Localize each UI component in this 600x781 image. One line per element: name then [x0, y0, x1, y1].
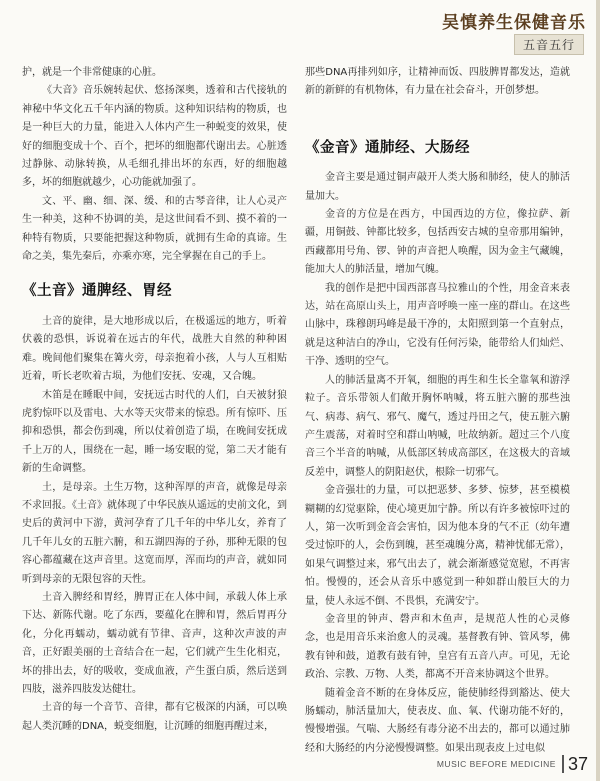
paragraph: 土，是母亲。土生万物，这种浑厚的声音，就像是母亲不求回报。《土音》就体现了中华民族从遥远的史前文化，到史后的黄河中下游，黄河孕育了几千年的中华儿女，养育了几千年儿女的五脏六腑，和五湖四海的子孙，那种无限的包容心都蕴藏在这声音里。这宽而厚，浑而均的声音，就如同听到母亲的无限包容的天性。 — [22, 481, 287, 585]
page-header — [0, 0, 600, 58]
paragraph: 《大音》音乐婉转起伏、悠扬深奥，透着和古代接轨的神秘中华文化五千年内涵的物质。这种知识结构的物质，也是一种巨大的力量，能进入人体内产生一种蜕变的效果，使好的细胞变成十个、百个，把坏的细胞都代谢出去。心脏透过静脉、动脉转换，从毛细孔排出坏的东西，好的细胞越多，坏的细胞就越少，心功能就加强了。 — [22, 85, 287, 189]
footer-text: MUSIC BEFORE MEDICINE — [436, 759, 556, 769]
section-label: 五音五行 — [514, 34, 584, 55]
paragraph: 土音入脾经和胃经，脾胃正在人体中间，承载人体上承下达、新陈代谢。吃了东西，要蕴化在脾和胃，然后胃再分化，分化再蠕动，蠕动就有节律、音声，这种次声波的声音，正好跟美丽的土音结合在一起，它们就产生生化相克，坏的排出去，好的吸收，变成血液，产生蛋白质，然后送到四肢，滋养四肢发达健壮。 — [22, 591, 287, 695]
paragraph: 金音里的钟声、磬声和木鱼声，是规范人性的心灵修念，也是用音乐来治愈人的灵魂。基督教有钟、管风琴，佛教有钟和鼓，道教有鼓有钟，皇宫有五音八声。可见，无论政治、宗教、万物、人类，都离不开音来协调这个世界。 — [305, 613, 570, 681]
page-edge — [596, 0, 600, 781]
right-column — [305, 64, 570, 758]
page-footer — [437, 755, 588, 773]
paragraph: 那些DNA再排列如序，让精神而饭、四肢脾胃都发达，造就新的新鲜的有机物体，有力量在社会奋斗，开创梦想。 — [305, 67, 570, 97]
paragraph: 文、平、幽、细、深、缓、和的古琴音律，让人心灵产生一种美，这种不协调的美，是这世间看不到、摸不着的一种特有物质，只要能把握这种物质，就拥有生命的真谛。生命之美，集先秦后，亦乘亦寒，完全掌握在自己的手上。 — [22, 195, 287, 263]
paragraph: 土音的旋律，是大地形成以后，在极遥远的地方，听着伏羲的恐惧，诉说着在远古的年代，战胜大自然的种种困难。晚间他们聚集在篝火旁，母亲抱着小孩，人与人互相贴近着，听长老吹着古埙，为他们安抚、安魂，又合魄。 — [22, 315, 287, 383]
paragraph: 金音强壮的力量，可以把恶梦、多梦、惊梦，甚至模模糊糊的幻觉驱除，使心境更加宁静。所以有许多被惊吓过的人，第一次听到金音会害怕，因为他本身的气不正（幼年遭受过惊吓的人，会伤到魄，甚至魂魄分离，精神忧郁无常），如果气调整过来，邪气出去了，就会渐渐感觉宽慰，不再害怕。慢慢的，还会从音乐中感觉到一种如群山般巨大的力量，使人永远不倒、不畏惧，充满安宁。 — [305, 485, 570, 607]
paragraph: 金音的方位是在西方，中国西边的方位，像拉萨、新疆，用铜鼓、钟都比较多，包括西安古城的皇帝那用编钟，西藏都用号角、锣、钟的声音把人唤醒，因为金主气藏魄，能加大人的肺活量，增加气魄。 — [305, 209, 570, 276]
section-heading-tu: 《土音》通脾经、胃经 — [22, 282, 172, 300]
paragraph: 随着金音不断的在身体反应，能使肺经得到豁达、使大肠蠕动，肺活量加大，使表皮、血、氧、代谢功能不好的，慢慢增强。气喘、大肠经有毒分泌不出去的，都可以通过肺经和大肠经的内分泌慢慢调整。如果出现表皮上过电似 — [305, 687, 570, 754]
paragraph: 土音的每一个音节、音律，都有它极深的内涵，可以唤起人类沉睡的DNA，蜕变细胞，让沉睡的细胞再醒过来， — [22, 702, 287, 732]
section-heading-jin: 《金音》通肺经、大肠经 — [305, 138, 470, 156]
paragraph: 金音主要是通过铜声敲开人类大肠和肺经，使人的肺活量加大。 — [305, 172, 570, 202]
paragraph: 我的创作是把中国西部喜马拉雅山的个性，用金音来表达，站在高原山头上，用声音呼唤一座一座的群山。在这些山脉中，珠穆朗玛峰是最干净的，太阳照到第一个直射点，就是这种洁白的净山，它没有任何污染，能带给人们灿烂、干净、透明的空气。 — [305, 282, 570, 368]
page-number: 37 — [562, 755, 588, 773]
left-column — [22, 64, 287, 736]
paragraph: 人的肺活量离不开氧，细胞的再生和生长全靠氧和游浮粒子。音乐带领人们敞开胸怀呐喊，将五脏六腑的那些浊气、病毒、病气、邪气、魔气，透过丹田之气，使五脏六腑产生震荡，对着时空和群山呐喊，吐故纳新。超过三个八度音三个半音的呐喊，从低部区转成高部区，在这极大的音域反差中，调整人的阴阳赵伏，根除一切邪气。 — [305, 374, 570, 478]
paragraph: 木笛是在睡眠中间，安抚远古时代的人们，白天被豺狼虎豹惊吓以及雷电、大水等天灾带来的惊恐。所有惊吓、压抑和恐惧，都会伤到魂，所以仗着创造了埙，在晚间安抚成千上万的人，围绕在一起，睡一场安眠的觉，第二天才能有新的生命调整。 — [22, 389, 287, 475]
magazine-title: 吴慎养生保健音乐 — [442, 13, 586, 33]
paragraph: 护，就是一个非常健康的心脏。 — [22, 67, 162, 78]
